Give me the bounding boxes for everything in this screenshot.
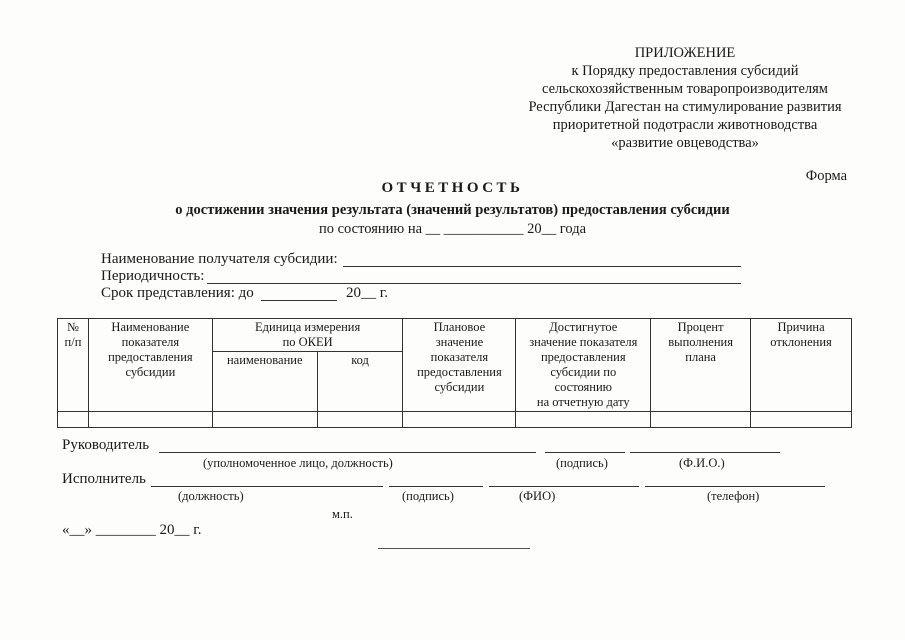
document-title: ОТЧЕТНОСТЬ (381, 180, 524, 196)
appendix-line: ПРИЛОЖЕНИЕ (634, 45, 736, 61)
form-label: Форма (805, 168, 847, 184)
executor-phone-line[interactable] (645, 486, 825, 487)
header-unit: Единица измерения по ОКЕИ (212, 319, 403, 352)
header-planned: Плановое значение показателя предоставления субсидии (403, 319, 516, 412)
recipient-label: Наименование получателя субсидии: (101, 251, 338, 267)
exec-caption-phone: (телефон) (707, 489, 760, 503)
head-sign-line[interactable] (545, 452, 625, 453)
appendix-line: к Порядку предоставления субсидий (571, 63, 799, 79)
table-row (58, 412, 852, 428)
table-cell[interactable] (212, 412, 317, 428)
appendix-line: «развитие овцеводства» (611, 135, 759, 151)
table-cell[interactable] (516, 412, 651, 428)
executor-sign-line[interactable] (389, 486, 483, 487)
indicators-table (57, 318, 852, 428)
header-unit-name: наименование (212, 352, 317, 412)
deadline-label: Срок представления: до (101, 285, 254, 301)
header-reason: Причина отклонения (751, 319, 852, 412)
table-cell[interactable] (403, 412, 516, 428)
executor-fio-line[interactable] (489, 486, 639, 487)
head-caption-person: (уполномоченное лицо, должность) (203, 456, 393, 470)
appendix-line: Республики Дагестан на стимулирование развития (528, 99, 842, 115)
header-percent: Процент выполнения плана (651, 319, 751, 412)
executor-position-line[interactable] (151, 486, 383, 487)
header-number: № п/п (58, 319, 89, 412)
exec-caption-position: (должность) (178, 489, 244, 503)
table-cell[interactable] (58, 412, 89, 428)
head-caption-sign: (подпись) (556, 456, 608, 470)
deadline-date-line[interactable] (261, 300, 337, 301)
header-indicator: Наименование показателя предоставления субсидии (88, 319, 212, 412)
appendix-line: сельскохозяйственным товаропроизводителям (542, 81, 828, 97)
head-fio-line[interactable] (630, 452, 780, 453)
appendix-header (480, 44, 890, 152)
exec-caption-fio: (ФИО) (519, 489, 556, 503)
footer-divider (378, 548, 530, 549)
document-subtitle: о достижении значения результата (значений результатов) предоставления субсидии (175, 202, 730, 218)
periodicity-line[interactable] (207, 283, 741, 284)
exec-caption-sign: (подпись) (402, 489, 454, 503)
recipient-line[interactable] (343, 266, 741, 267)
head-caption-fio: (Ф.И.О.) (679, 456, 725, 470)
signature-date: «__» ________ 20__ г. (62, 522, 202, 538)
deadline-year: 20__ г. (346, 285, 388, 301)
periodicity-label: Периодичность: (101, 268, 205, 284)
table-cell[interactable] (88, 412, 212, 428)
table-cell[interactable] (651, 412, 751, 428)
header-achieved: Достигнутое значение показателя предоставления субсидии по состоянию на отчетную дату (516, 319, 651, 412)
as-of-date: по состоянию на __ ___________ 20__ года (318, 221, 587, 237)
stamp-place: м.п. (332, 507, 353, 521)
head-label: Руководитель (62, 437, 150, 453)
head-person-line[interactable] (159, 452, 536, 453)
header-unit-code: код (317, 352, 403, 412)
table-cell[interactable] (751, 412, 852, 428)
table-cell[interactable] (317, 412, 403, 428)
appendix-line: приоритетной подотрасли животноводства (552, 117, 818, 133)
executor-label: Исполнитель (62, 471, 146, 487)
